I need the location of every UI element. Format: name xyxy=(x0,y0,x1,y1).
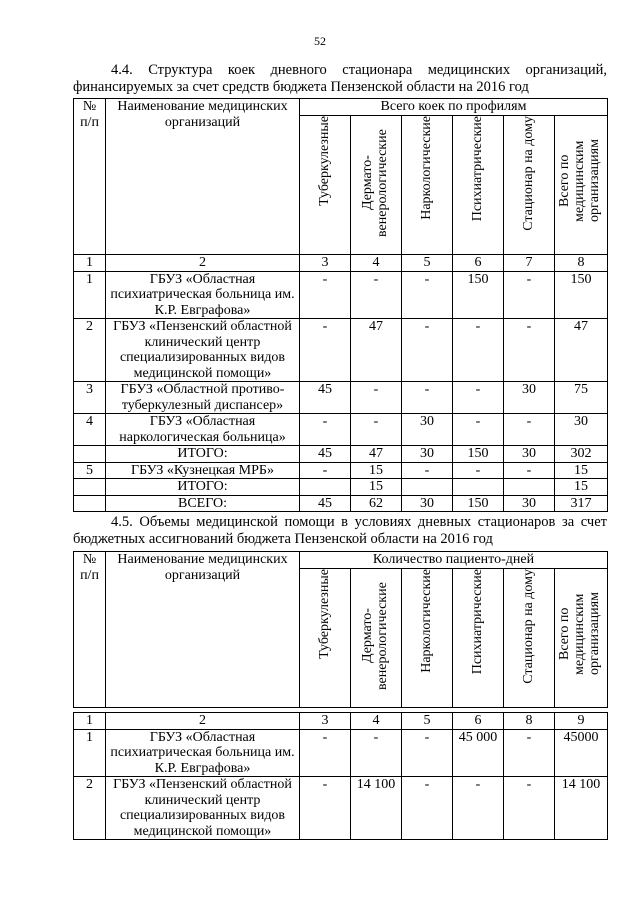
index-cell: 3 xyxy=(300,255,351,272)
row-value: - xyxy=(453,382,504,414)
row-name: ГБУЗ «Областная психиатрическая больница им. К.Р. Евграфова» xyxy=(106,271,300,319)
table-row xyxy=(74,729,608,777)
header-col-dermato: Дермато-венерологические xyxy=(351,116,402,255)
section-45-title xyxy=(73,514,607,548)
row-num: 5 xyxy=(74,462,106,479)
row-value: 30 xyxy=(402,414,453,446)
row-value: 47 xyxy=(555,319,608,382)
row-value: - xyxy=(300,271,351,319)
header-col-psychiatry: Психиатрические xyxy=(453,116,504,255)
header-col-tuberculosis: Туберкулезные xyxy=(300,569,351,708)
row-num: 2 xyxy=(74,319,106,382)
row-value xyxy=(402,479,453,496)
row-value: - xyxy=(504,414,555,446)
row-value: 14 100 xyxy=(555,777,608,840)
row-value: - xyxy=(351,271,402,319)
index-row xyxy=(74,713,608,730)
row-value: - xyxy=(453,319,504,382)
row-name: ВСЕГО: xyxy=(106,495,300,512)
row-num xyxy=(74,495,106,512)
row-value: - xyxy=(300,414,351,446)
section-45-title-line2: бюджетных ассигнований бюджета Пензенской области на 2016 год xyxy=(73,531,493,547)
row-value: 15 xyxy=(351,462,402,479)
header-group: Количество пациенто-дней xyxy=(300,552,608,569)
index-cell: 2 xyxy=(106,255,300,272)
row-value: 317 xyxy=(555,495,608,512)
row-value: 302 xyxy=(555,446,608,463)
header-num: № п/п xyxy=(74,99,106,255)
row-value: - xyxy=(300,777,351,840)
header-col-psychiatry: Психиатрические xyxy=(453,569,504,708)
index-cell: 6 xyxy=(453,713,504,730)
row-value xyxy=(300,479,351,496)
index-cell: 8 xyxy=(504,713,555,730)
row-value: - xyxy=(300,319,351,382)
row-value: 30 xyxy=(402,446,453,463)
section-44-title xyxy=(73,62,607,96)
row-value: 30 xyxy=(402,495,453,512)
header-col-total: Всего по медицинским организациям xyxy=(555,569,608,708)
row-num: 1 xyxy=(74,271,106,319)
row-value: 15 xyxy=(555,462,608,479)
table-row xyxy=(74,271,608,319)
row-value: 30 xyxy=(504,382,555,414)
header-name: Наименование медицинских организаций xyxy=(106,552,300,708)
header-name: Наименование медицинских организаций xyxy=(106,99,300,255)
header-num: № п/п xyxy=(74,552,106,708)
header-col-tuberculosis: Туберкулезные xyxy=(300,116,351,255)
header-col-dermato: Дермато-венерологические xyxy=(351,569,402,708)
subtotal-row xyxy=(74,446,608,463)
row-name: ГБУЗ «Кузнецкая МРБ» xyxy=(106,462,300,479)
table-row xyxy=(74,777,608,840)
row-value: 15 xyxy=(351,479,402,496)
row-value: 30 xyxy=(555,414,608,446)
row-value xyxy=(453,479,504,496)
row-value: - xyxy=(402,319,453,382)
index-cell: 3 xyxy=(300,713,351,730)
header-col-narcology: Наркологические xyxy=(402,569,453,708)
row-value: 75 xyxy=(555,382,608,414)
section-44-title-line1: 4.4. Структура коек дневного стационара медицинских организаций, xyxy=(111,62,607,78)
index-cell: 4 xyxy=(351,713,402,730)
row-value: - xyxy=(402,462,453,479)
row-value: - xyxy=(300,462,351,479)
row-num: 1 xyxy=(74,729,106,777)
row-value: - xyxy=(504,777,555,840)
row-value: - xyxy=(351,729,402,777)
header-col-narcology: Наркологические xyxy=(402,116,453,255)
row-value: 150 xyxy=(453,271,504,319)
row-name: ИТОГО: xyxy=(106,446,300,463)
row-value: - xyxy=(351,414,402,446)
row-name: ГБУЗ «Областной противо-туберкулезный диспансер» xyxy=(106,382,300,414)
row-value: - xyxy=(453,414,504,446)
row-value: 45 xyxy=(300,446,351,463)
row-value: 150 xyxy=(453,495,504,512)
table-row xyxy=(74,414,608,446)
header-group: Всего коек по профилям xyxy=(300,99,608,116)
row-value: 47 xyxy=(351,446,402,463)
row-value: 45 000 xyxy=(453,729,504,777)
row-value: - xyxy=(504,271,555,319)
row-value: 14 100 xyxy=(351,777,402,840)
header-col-home: Стационар на дому xyxy=(504,569,555,708)
row-value: - xyxy=(504,462,555,479)
row-value: - xyxy=(300,729,351,777)
table-row xyxy=(74,319,608,382)
index-cell: 1 xyxy=(74,255,106,272)
row-name: ГБУЗ «Пензенский областной клинический центр специализированных видов медицинской помощи» xyxy=(106,319,300,382)
index-cell: 6 xyxy=(453,255,504,272)
row-value: 150 xyxy=(453,446,504,463)
row-value: 30 xyxy=(504,446,555,463)
index-cell: 2 xyxy=(106,713,300,730)
row-name: ГБУЗ «Пензенский областной клинический центр специализированных видов медицинской помощи» xyxy=(106,777,300,840)
row-value: - xyxy=(453,777,504,840)
row-value: - xyxy=(402,777,453,840)
row-num: 2 xyxy=(74,777,106,840)
row-value: - xyxy=(453,462,504,479)
row-num xyxy=(74,479,106,496)
row-num xyxy=(74,446,106,463)
row-value: - xyxy=(402,382,453,414)
index-row xyxy=(74,255,608,272)
row-value: - xyxy=(402,271,453,319)
section-45-title-line1: 4.5. Объемы медицинской помощи в условиях дневных стационаров за счет xyxy=(111,514,607,530)
row-name: ГБУЗ «Областная наркологическая больница» xyxy=(106,414,300,446)
patient-days-table xyxy=(73,551,608,840)
header-col-home: Стационар на дому xyxy=(504,116,555,255)
row-value: 15 xyxy=(555,479,608,496)
row-value: 47 xyxy=(351,319,402,382)
row-name: ГБУЗ «Областная психиатрическая больница им. К.Р. Евграфова» xyxy=(106,729,300,777)
index-cell: 8 xyxy=(555,255,608,272)
row-value: 45 xyxy=(300,495,351,512)
row-value: 45000 xyxy=(555,729,608,777)
row-value: 62 xyxy=(351,495,402,512)
row-value: - xyxy=(504,319,555,382)
total-row xyxy=(74,495,608,512)
table-row xyxy=(74,382,608,414)
index-cell: 7 xyxy=(504,255,555,272)
row-value xyxy=(504,479,555,496)
row-value: - xyxy=(504,729,555,777)
row-num: 3 xyxy=(74,382,106,414)
index-cell: 9 xyxy=(555,713,608,730)
index-cell: 1 xyxy=(74,713,106,730)
row-value: 150 xyxy=(555,271,608,319)
header-col-total: Всего по медицинским организациям xyxy=(555,116,608,255)
row-name: ИТОГО: xyxy=(106,479,300,496)
index-cell: 5 xyxy=(402,713,453,730)
row-num: 4 xyxy=(74,414,106,446)
subtotal-row xyxy=(74,479,608,496)
row-value: - xyxy=(351,382,402,414)
table-row xyxy=(74,462,608,479)
bed-structure-table xyxy=(73,98,608,512)
index-cell: 4 xyxy=(351,255,402,272)
row-value: - xyxy=(402,729,453,777)
page-number: 52 xyxy=(314,34,326,48)
index-cell: 5 xyxy=(402,255,453,272)
row-value: 45 xyxy=(300,382,351,414)
section-44-title-line2: финансируемых за счет средств бюджета Пензенской области на 2016 год xyxy=(73,79,529,95)
row-value: 30 xyxy=(504,495,555,512)
